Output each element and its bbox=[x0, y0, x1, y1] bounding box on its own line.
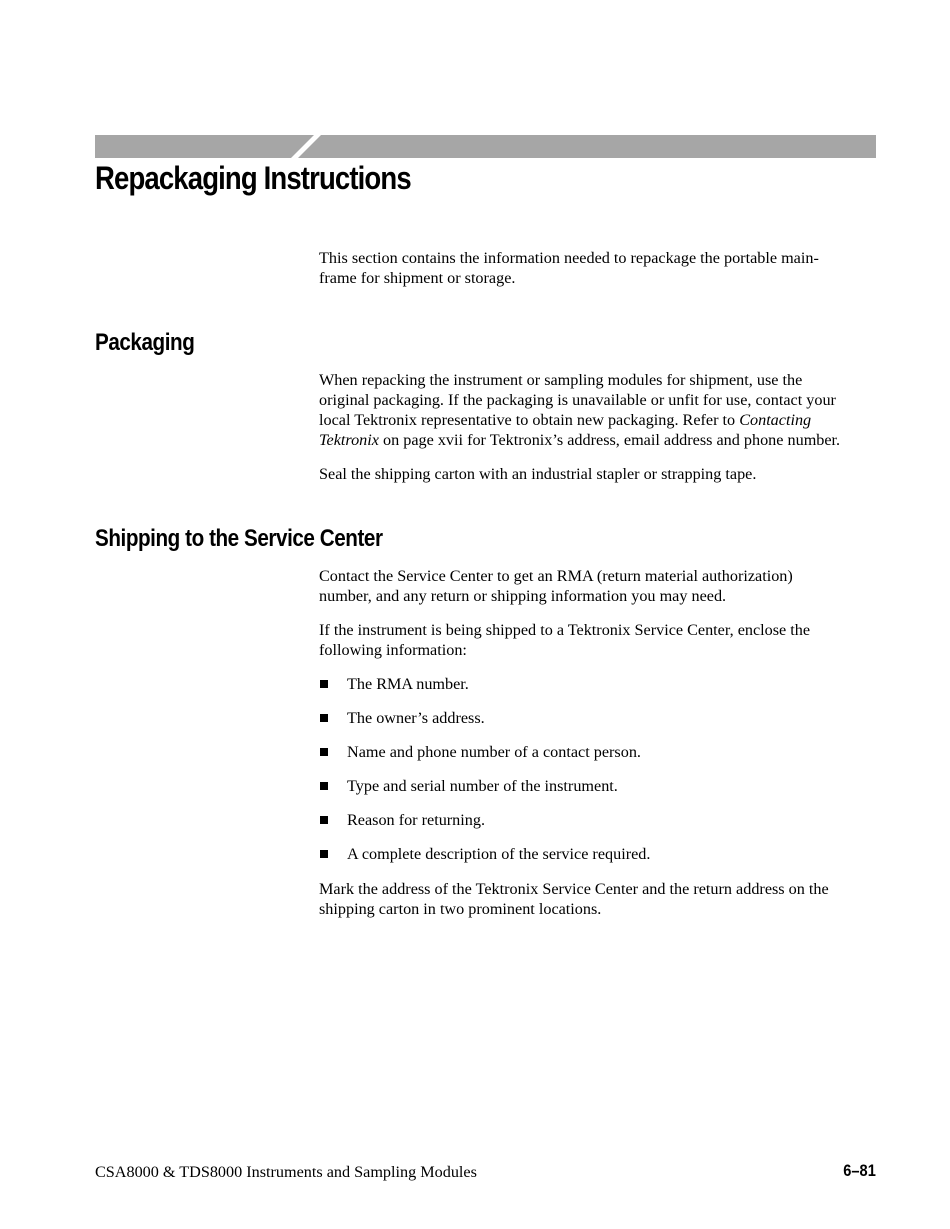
paragraph-line: original packaging. If the packaging is unavailable or unfit for use, contact your bbox=[319, 391, 836, 409]
list-item bbox=[319, 776, 877, 796]
list-item bbox=[319, 742, 877, 762]
intro-paragraph bbox=[319, 248, 877, 288]
shipping-paragraph-2 bbox=[319, 620, 877, 660]
paragraph-line bbox=[319, 410, 877, 430]
paragraph-text: on page xvii for Tektronix’s address, email address and phone number. bbox=[378, 431, 841, 449]
intro-line: frame for shipment or storage. bbox=[319, 269, 516, 287]
cross-reference-link[interactable]: Tektronix bbox=[319, 431, 379, 449]
paragraph-line: shipping carton in two prominent locations. bbox=[319, 900, 602, 918]
list-item bbox=[319, 844, 877, 864]
paragraph-line: Seal the shipping carton with an industrial stapler or strapping tape. bbox=[319, 465, 757, 483]
list-item-text: Name and phone number of a contact person. bbox=[347, 743, 641, 761]
list-item-text: Type and serial number of the instrument. bbox=[347, 777, 618, 795]
page-title: Repackaging Instructions bbox=[95, 160, 411, 196]
section-heading-shipping: Shipping to the Service Center bbox=[95, 525, 383, 552]
paragraph-line: Contact the Service Center to get an RMA (return material authorization) bbox=[319, 567, 793, 585]
list-item-text: The RMA number. bbox=[347, 675, 469, 693]
list-item bbox=[319, 810, 877, 830]
paragraph-line: If the instrument is being shipped to a Tektronix Service Center, enclose the bbox=[319, 621, 811, 639]
section-heading-packaging: Packaging bbox=[95, 329, 195, 356]
list-item bbox=[319, 708, 877, 728]
footer-page-number: 6–81 bbox=[843, 1161, 876, 1180]
paragraph-text: local Tektronix representative to obtain new packaging. Refer to bbox=[319, 411, 740, 429]
list-item-text: The owner’s address. bbox=[347, 709, 485, 727]
square-bullet-icon bbox=[320, 714, 328, 722]
paragraph-line bbox=[319, 430, 877, 450]
paragraph-line: Mark the address of the Tektronix Service Center and the return address on the bbox=[319, 880, 829, 898]
packaging-paragraph-2 bbox=[319, 464, 877, 484]
shipping-info-list bbox=[319, 674, 877, 878]
chapter-title-bar bbox=[95, 135, 876, 158]
intro-line: This section contains the information needed to repackage the portable main- bbox=[319, 249, 819, 267]
shipping-paragraph-3 bbox=[319, 879, 877, 919]
packaging-paragraph-1 bbox=[319, 370, 877, 450]
square-bullet-icon bbox=[320, 816, 328, 824]
square-bullet-icon bbox=[320, 782, 328, 790]
paragraph-line: When repacking the instrument or sampling modules for shipment, use the bbox=[319, 371, 803, 389]
paragraph-line: number, and any return or shipping information you may need. bbox=[319, 587, 727, 605]
square-bullet-icon bbox=[320, 748, 328, 756]
square-bullet-icon bbox=[320, 680, 328, 688]
list-item-text: A complete description of the service required. bbox=[347, 845, 651, 863]
paragraph-line: following information: bbox=[319, 641, 467, 659]
list-item bbox=[319, 674, 877, 694]
shipping-paragraph-1 bbox=[319, 566, 877, 606]
square-bullet-icon bbox=[320, 850, 328, 858]
list-item-text: Reason for returning. bbox=[347, 811, 486, 829]
cross-reference-link[interactable]: Contacting bbox=[739, 411, 812, 429]
footer-manual-title: CSA8000 & TDS8000 Instruments and Sampling Modules bbox=[95, 1163, 477, 1181]
